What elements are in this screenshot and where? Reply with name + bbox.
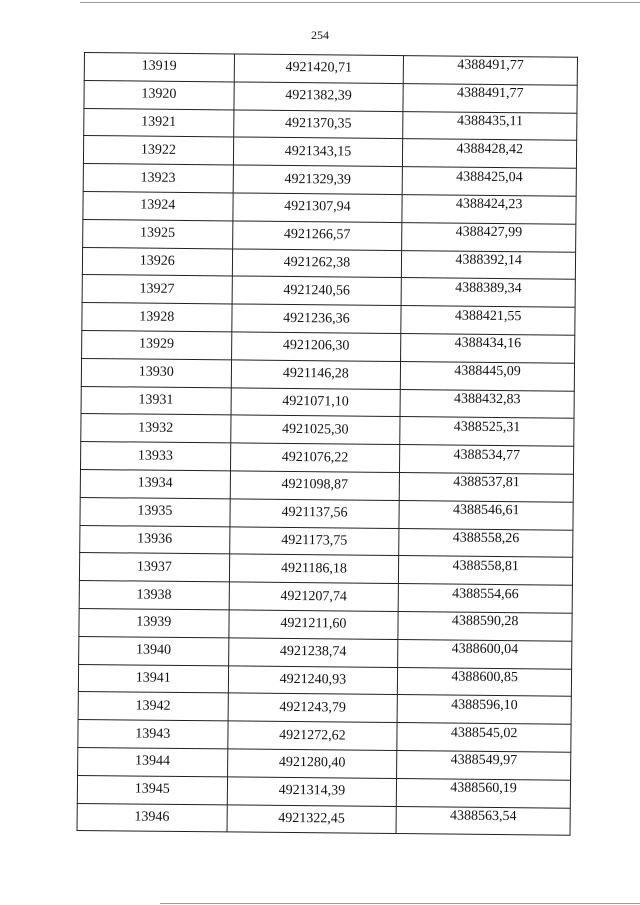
- y-coordinate-value: 4388600,04: [451, 641, 519, 658]
- y-coordinate-cell: [397, 750, 571, 779]
- x-coordinate-cell: 4921025,30: [230, 415, 400, 444]
- y-coordinate-value: 4388428,42: [456, 141, 524, 157]
- y-coordinate-value: 4388525,31: [453, 419, 521, 435]
- point-number-cell: 13946: [77, 803, 227, 832]
- x-coordinate-cell: 4921382,39: [234, 82, 404, 111]
- y-coordinate-cell: [399, 556, 573, 585]
- y-coordinate-cell: [400, 417, 574, 446]
- point-number-cell: 13940: [79, 636, 229, 665]
- point-number-cell: 13933: [80, 442, 230, 471]
- point-number-cell: 13944: [78, 747, 228, 776]
- y-coordinate-cell: [403, 83, 577, 112]
- point-number-cell: 13921: [84, 108, 234, 137]
- y-coordinate-value: 4388558,26: [452, 530, 520, 547]
- x-coordinate-cell: 4921307,94: [232, 193, 402, 222]
- y-coordinate-cell: [401, 334, 575, 363]
- y-coordinate-cell: [401, 278, 575, 307]
- y-coordinate-value: 4388600,85: [451, 669, 518, 686]
- y-coordinate-cell: [399, 528, 573, 557]
- y-coordinate-value: 4388560,19: [450, 780, 517, 797]
- y-coordinate-cell: [397, 723, 571, 752]
- y-coordinate-cell: [397, 778, 571, 807]
- y-coordinate-cell: [403, 56, 577, 85]
- y-coordinate-value: 4388537,81: [453, 474, 520, 491]
- point-number-cell: 13925: [83, 219, 233, 248]
- y-coordinate-value: 4388491,77: [457, 57, 524, 74]
- point-number-cell: 13930: [81, 358, 231, 387]
- y-coordinate-value: 4388435,11: [456, 113, 524, 130]
- x-coordinate-cell: 4921266,57: [232, 221, 402, 250]
- y-coordinate-cell: [401, 361, 575, 390]
- x-coordinate-cell: 4921243,79: [228, 693, 398, 722]
- y-coordinate-cell: [402, 222, 576, 251]
- y-coordinate-cell: [401, 306, 575, 335]
- point-number-cell: 13935: [80, 497, 230, 526]
- x-coordinate-cell: 4921370,35: [233, 110, 403, 139]
- y-coordinate-value: 4388546,61: [452, 502, 520, 519]
- point-number-cell: 13934: [80, 469, 230, 498]
- y-coordinate-cell: [398, 639, 572, 668]
- x-coordinate-cell: 4921322,45: [227, 804, 397, 833]
- y-coordinate-cell: [400, 445, 574, 474]
- top-scan-rule: [80, 2, 640, 3]
- y-coordinate-value: 4388558,81: [452, 558, 520, 574]
- point-number-cell: 13937: [79, 553, 229, 582]
- y-coordinate-cell: [397, 695, 571, 724]
- y-coordinate-value: 4388549,97: [450, 752, 518, 769]
- x-coordinate-cell: 4921280,40: [227, 749, 397, 778]
- y-coordinate-cell: [396, 806, 570, 835]
- x-coordinate-cell: 4921207,74: [229, 582, 399, 611]
- x-coordinate-cell: 4921098,87: [230, 471, 400, 500]
- y-coordinate-value: 4388392,14: [455, 252, 522, 269]
- y-coordinate-value: 4388425,04: [456, 169, 523, 185]
- x-coordinate-cell: 4921236,36: [231, 304, 401, 333]
- y-coordinate-value: 4388554,66: [452, 586, 519, 602]
- x-coordinate-cell: 4921076,22: [230, 443, 400, 472]
- point-number-cell: 13942: [78, 692, 228, 721]
- x-coordinate-cell: 4921240,93: [228, 665, 398, 694]
- x-coordinate-cell: 4921314,39: [227, 777, 397, 806]
- x-coordinate-cell: 4921137,56: [230, 499, 400, 528]
- x-coordinate-cell: 4921173,75: [229, 526, 399, 555]
- point-number-cell: 13939: [79, 608, 229, 637]
- x-coordinate-cell: 4921420,71: [234, 54, 404, 83]
- point-number-cell: 13926: [82, 247, 232, 276]
- y-coordinate-cell: [402, 250, 576, 279]
- y-coordinate-value: 4388434,16: [454, 335, 522, 352]
- point-number-cell: 13924: [83, 191, 233, 220]
- x-coordinate-cell: 4921211,60: [228, 610, 398, 639]
- y-coordinate-value: 4388545,02: [450, 725, 518, 741]
- x-coordinate-cell: 4921238,74: [228, 638, 398, 667]
- coordinates-table: [77, 52, 578, 836]
- x-coordinate-cell: 4921186,18: [229, 554, 399, 583]
- y-coordinate-value: 4388596,10: [451, 697, 518, 713]
- point-number-cell: 13932: [81, 414, 231, 443]
- point-number-cell: 13920: [84, 80, 234, 109]
- point-number-cell: 13941: [78, 664, 228, 693]
- point-number-cell: 13943: [78, 720, 228, 749]
- y-coordinate-value: 4388590,28: [451, 613, 519, 630]
- point-number-cell: 13929: [82, 330, 232, 359]
- point-number-cell: 13927: [82, 275, 232, 304]
- y-coordinate-value: 4388491,77: [456, 85, 524, 102]
- point-number-cell: 13931: [81, 386, 231, 415]
- point-number-cell: 13919: [84, 53, 234, 82]
- y-coordinate-cell: [398, 584, 572, 613]
- page-number: 254: [311, 28, 329, 42]
- point-number-cell: 13945: [77, 775, 227, 804]
- x-coordinate-cell: 4921071,10: [231, 387, 401, 416]
- coordinates-table-body: [77, 53, 577, 836]
- point-number-cell: 13922: [83, 136, 233, 165]
- y-coordinate-cell: [399, 500, 573, 529]
- x-coordinate-cell: 4921240,56: [232, 276, 402, 305]
- point-number-cell: 13936: [80, 525, 230, 554]
- y-coordinate-value: 4388445,09: [454, 363, 521, 380]
- point-number-cell: 13928: [82, 303, 232, 332]
- x-coordinate-cell: 4921329,39: [233, 165, 403, 194]
- y-coordinate-value: 4388421,55: [454, 308, 522, 324]
- y-coordinate-cell: [400, 389, 574, 418]
- bottom-scan-rule: [160, 903, 640, 904]
- x-coordinate-cell: 4921206,30: [231, 332, 401, 361]
- x-coordinate-cell: 4921262,38: [232, 249, 402, 278]
- x-coordinate-cell: 4921146,28: [231, 360, 401, 389]
- x-coordinate-cell: 4921272,62: [227, 721, 397, 750]
- y-coordinate-cell: [402, 167, 576, 196]
- y-coordinate-value: 4388534,77: [453, 447, 521, 463]
- y-coordinate-cell: [399, 473, 573, 502]
- y-coordinate-cell: [398, 667, 572, 696]
- y-coordinate-value: 4388432,83: [454, 391, 521, 408]
- y-coordinate-value: 4388427,99: [455, 224, 523, 241]
- point-number-cell: 13938: [79, 581, 229, 610]
- y-coordinate-value: 4388424,23: [455, 196, 523, 213]
- y-coordinate-value: 4388563,54: [450, 808, 517, 825]
- x-coordinate-cell: 4921343,15: [233, 137, 403, 166]
- y-coordinate-cell: [402, 195, 576, 224]
- y-coordinate-cell: [403, 111, 577, 140]
- point-number-cell: 13923: [83, 164, 233, 193]
- y-coordinate-value: 4388389,34: [455, 280, 522, 296]
- y-coordinate-cell: [403, 139, 577, 168]
- table-row: [77, 803, 570, 836]
- y-coordinate-cell: [398, 611, 572, 640]
